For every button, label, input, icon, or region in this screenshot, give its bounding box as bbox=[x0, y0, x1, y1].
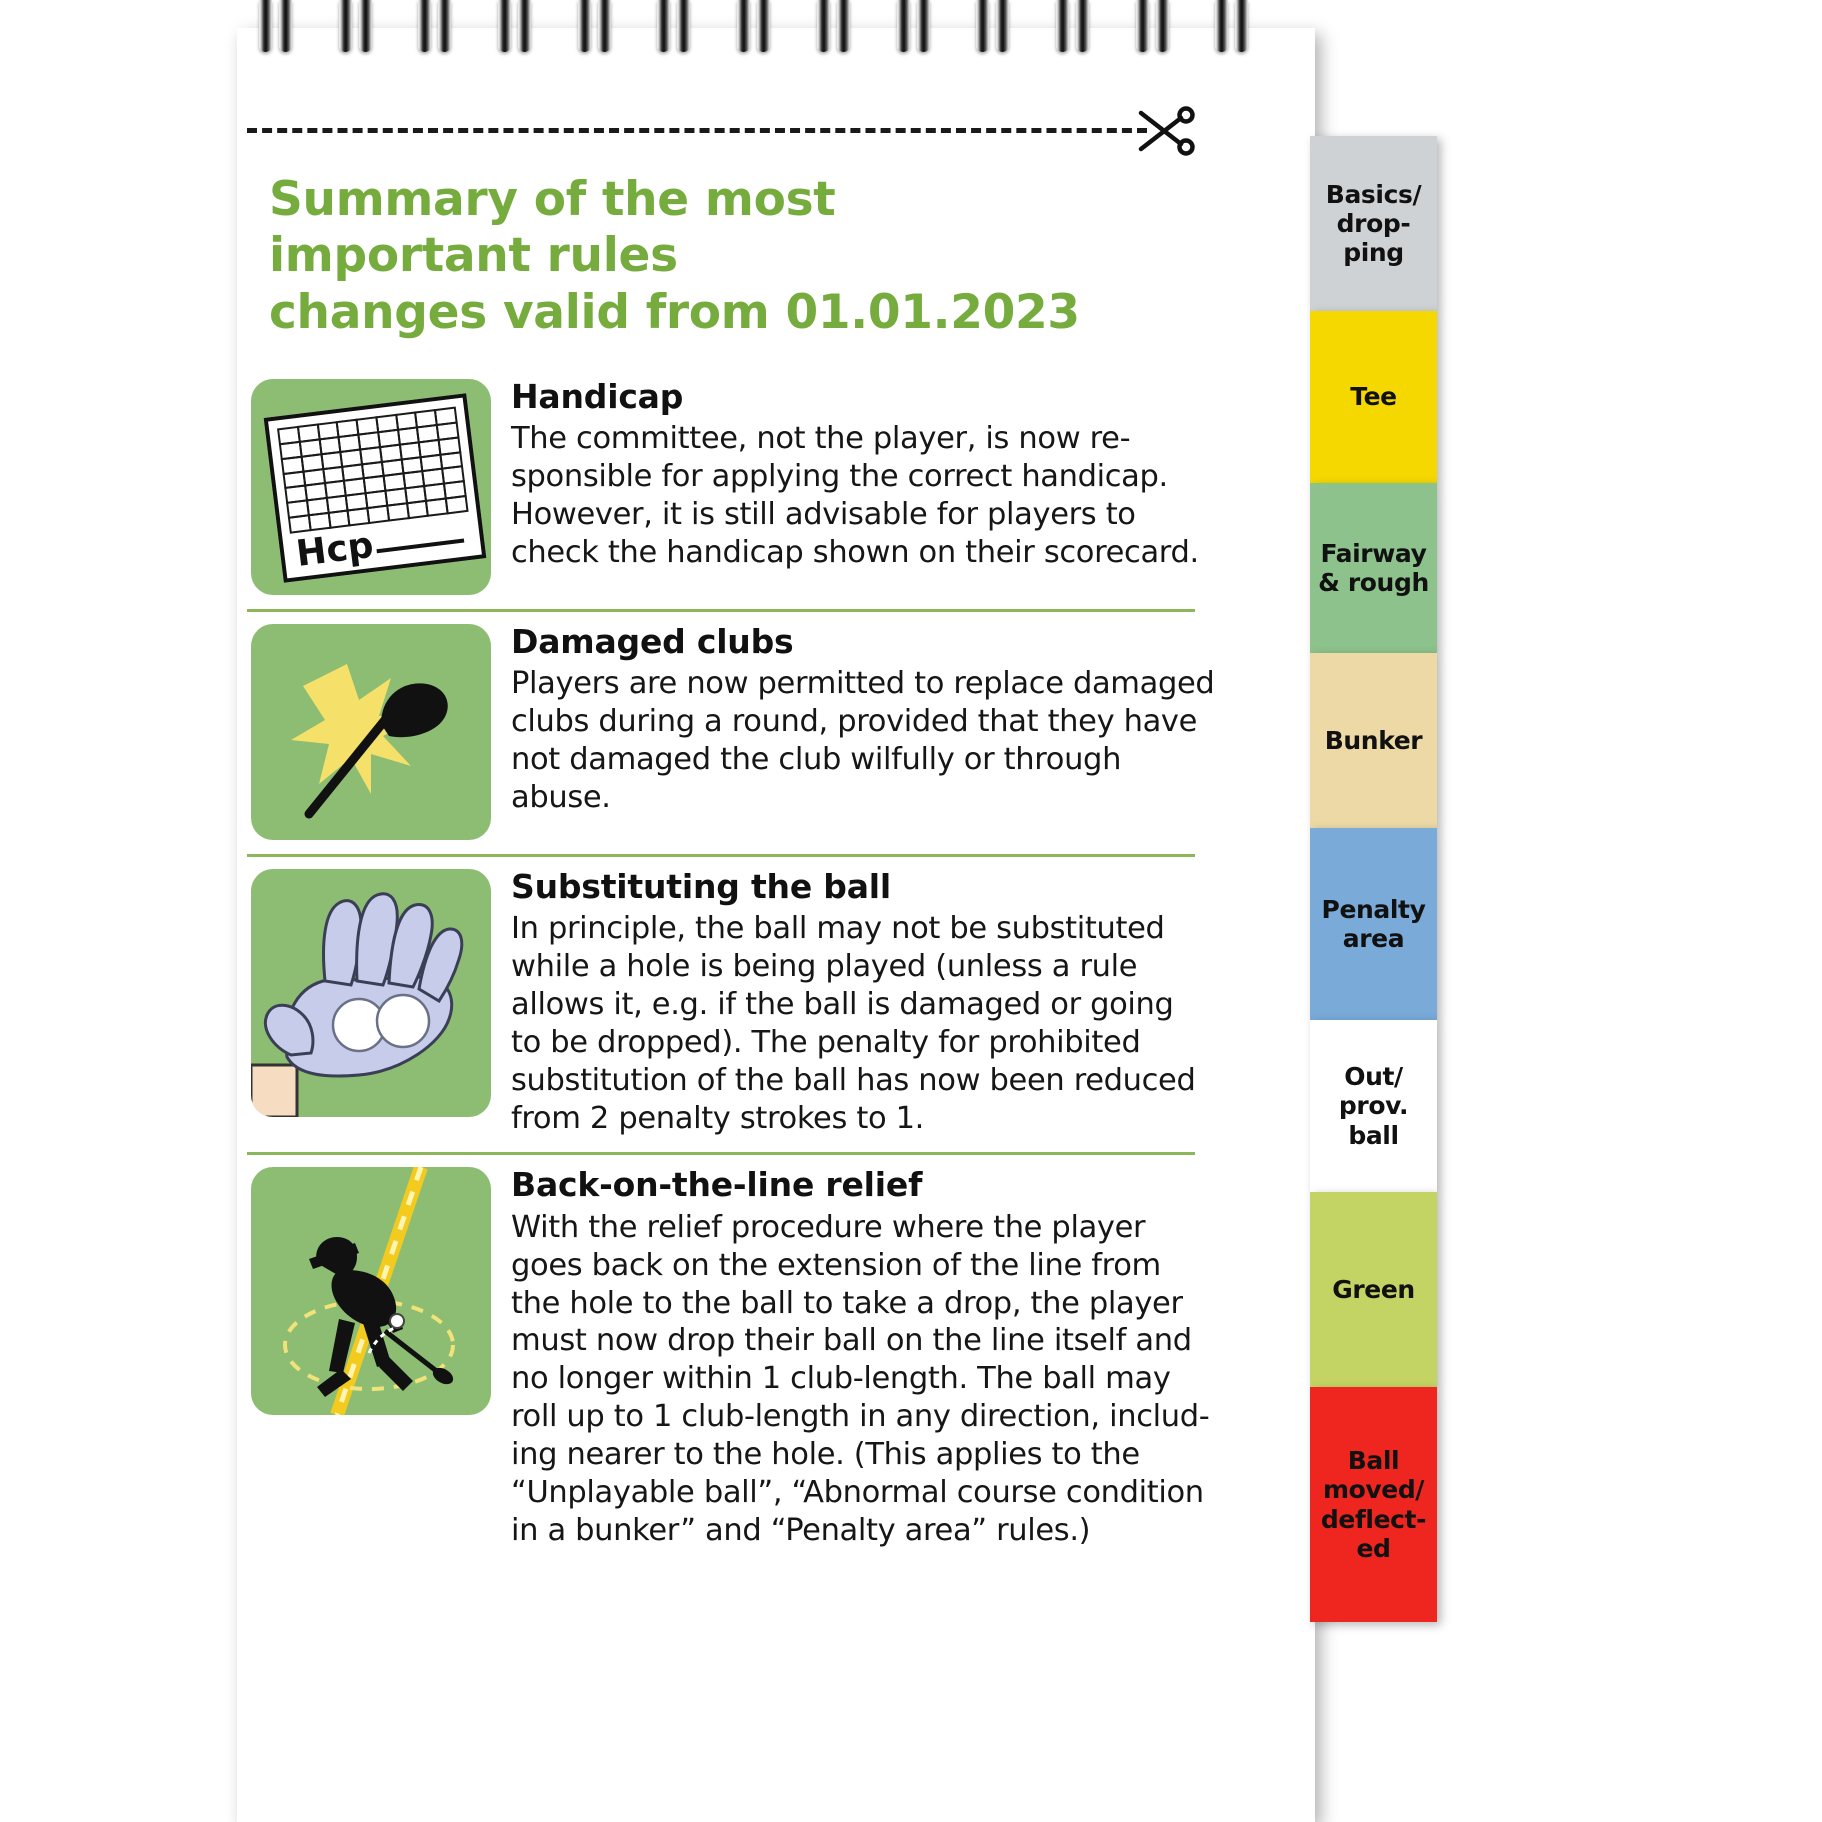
scorecard-icon bbox=[251, 379, 491, 595]
rule-heading: Damaged clubs bbox=[511, 622, 794, 662]
rule-body-line: not damaged the club wilfully or through bbox=[511, 742, 1122, 778]
rule-heading: Back-on-the-line relief bbox=[511, 1165, 923, 1205]
rule-body-line: while a hole is being played (unless a rule bbox=[511, 949, 1138, 985]
rule-item-damaged-clubs bbox=[247, 609, 1215, 854]
index-tab-label: Penalty area bbox=[1321, 894, 1426, 953]
rule-body-line: abuse. bbox=[511, 780, 611, 816]
rule-body-line: goes back on the extension of the line from bbox=[511, 1247, 1161, 1283]
rule-item-substituting-the-ball bbox=[247, 854, 1195, 1152]
index-tab-penalty-area[interactable] bbox=[1310, 828, 1437, 1020]
index-tab-label: Basics/ drop- ping bbox=[1325, 179, 1422, 268]
rule-body-line: In principle, the ball may not be substituted bbox=[511, 911, 1165, 947]
rule-body-line: However, it is still advisable for players to bbox=[511, 497, 1136, 533]
index-tab-out-prov-ball[interactable] bbox=[1310, 1020, 1437, 1192]
rule-heading: Substituting the ball bbox=[511, 867, 892, 907]
scissors-icon bbox=[1137, 104, 1195, 158]
index-tab-label: Bunker bbox=[1324, 725, 1423, 755]
rule-body-line: no longer within 1 club-length. The ball may bbox=[511, 1361, 1171, 1397]
index-tab-fairway-rough[interactable] bbox=[1310, 483, 1437, 653]
rule-body-line: check the handicap shown on their scorecard. bbox=[511, 535, 1199, 571]
rule-heading: Handicap bbox=[511, 377, 684, 417]
rule-body bbox=[511, 1209, 1209, 1551]
index-tab-basics-dropping[interactable] bbox=[1310, 136, 1437, 311]
index-tab-ball-moved-deflected[interactable] bbox=[1310, 1387, 1437, 1622]
rule-body bbox=[511, 665, 1214, 817]
gloved-hand-with-balls-icon bbox=[251, 869, 491, 1117]
rule-body-line: sponsible for applying the correct handicap. bbox=[511, 459, 1168, 495]
player-dropping-ball-on-line-icon bbox=[251, 1167, 491, 1415]
rules-list bbox=[247, 367, 1215, 1564]
rule-body-line: Players are now permitted to replace damaged bbox=[511, 666, 1215, 702]
index-tab-bunker[interactable] bbox=[1310, 653, 1437, 828]
rule-body-line: ing nearer to the hole. (This applies to the bbox=[511, 1437, 1140, 1473]
index-tab-label: Tee bbox=[1350, 382, 1397, 412]
rule-body-line: in a bunker” and “Penalty area” rules.) bbox=[511, 1513, 1091, 1549]
rule-item-back-on-the-line-relief bbox=[247, 1152, 1210, 1564]
rule-body-line: to be dropped). The penalty for prohibited bbox=[511, 1025, 1141, 1061]
rule-body-line: allows it, e.g. if the ball is damaged or going bbox=[511, 987, 1174, 1023]
index-tab-label: Ball moved/ deflect- ed bbox=[1320, 1446, 1427, 1563]
index-tab-label: Fairway & rough bbox=[1318, 538, 1429, 597]
rule-body-line: must now drop their ball on the line itself and bbox=[511, 1323, 1192, 1359]
rule-body-line: from 2 penalty strokes to 1. bbox=[511, 1101, 925, 1137]
index-tab-green[interactable] bbox=[1310, 1192, 1437, 1387]
page-content bbox=[247, 150, 1215, 1810]
cut-line-dashed bbox=[247, 128, 1147, 133]
rule-body-line: The committee, not the player, is now re- bbox=[511, 421, 1131, 457]
page-title bbox=[269, 172, 1099, 341]
rule-body bbox=[511, 910, 1195, 1138]
scorecard-hcp-label: Hcp bbox=[294, 524, 376, 576]
broken-golf-club-icon bbox=[251, 624, 491, 840]
rule-body-line: clubs during a round, provided that they have bbox=[511, 704, 1198, 740]
rule-body-line: “Unplayable ball”, “Abnormal course condition bbox=[511, 1475, 1204, 1511]
rule-item-handicap bbox=[247, 367, 1199, 609]
page-title-line-1: Summary of the most important rules bbox=[269, 172, 836, 284]
rule-body bbox=[511, 420, 1199, 572]
rule-body-line: substitution of the ball has now been reduced bbox=[511, 1063, 1196, 1099]
index-tab-label: Green bbox=[1332, 1274, 1415, 1304]
index-tab-label: Out/ prov. ball bbox=[1338, 1062, 1409, 1150]
page-title-line-2: changes valid from 01.01.2023 bbox=[269, 284, 1080, 340]
rule-body-line: roll up to 1 club-length in any direction, includ- bbox=[511, 1399, 1210, 1435]
index-tab-tee[interactable] bbox=[1310, 311, 1437, 483]
rule-body-line: the hole to the ball to take a drop, the player bbox=[511, 1285, 1183, 1321]
rule-body-line: With the relief procedure where the player bbox=[511, 1209, 1146, 1245]
